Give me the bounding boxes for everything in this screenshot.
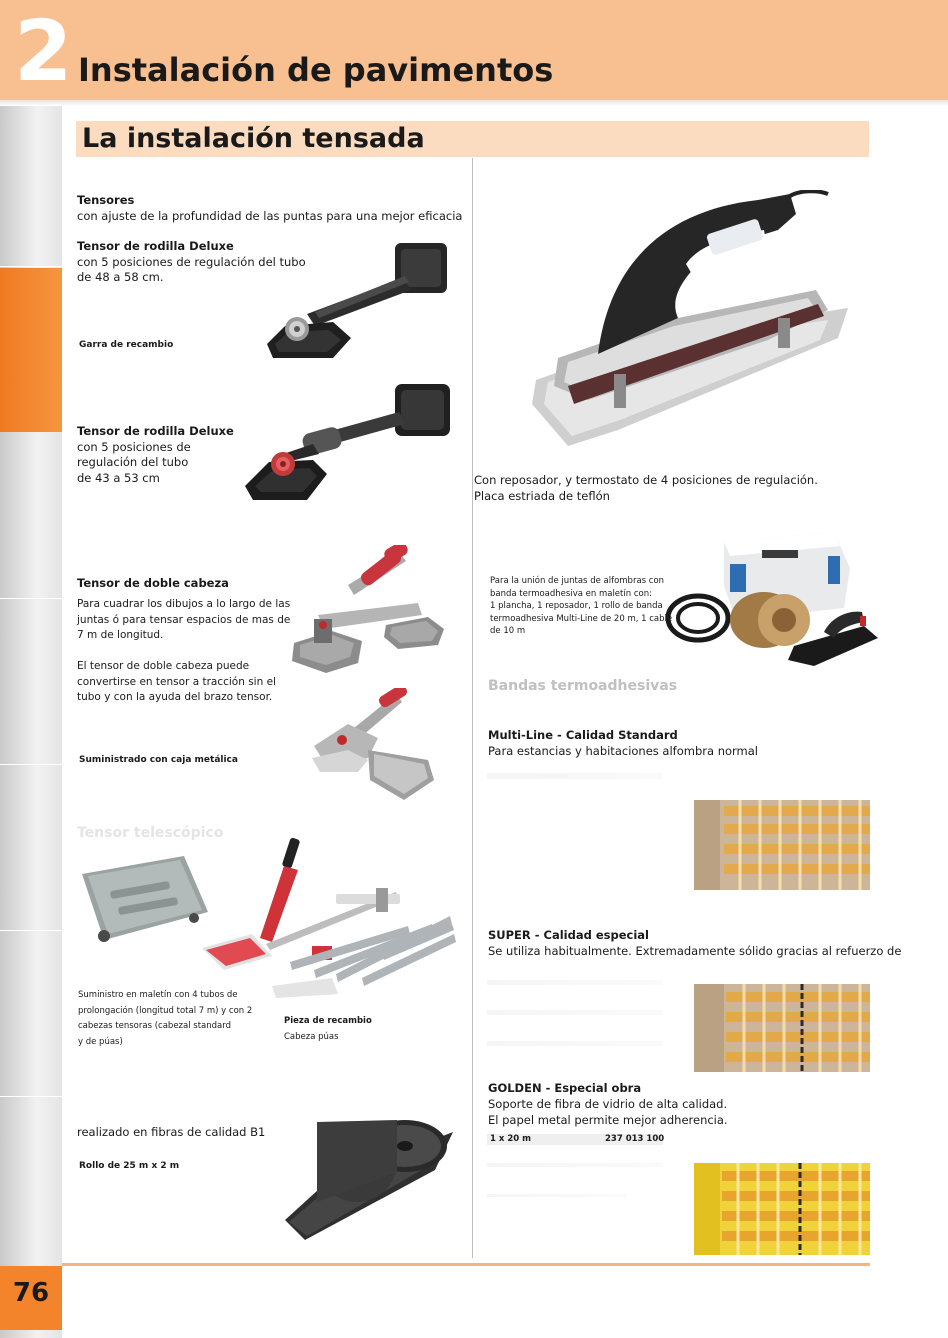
double-head-line: juntas ó para tensar espacios de mas de — [77, 614, 291, 626]
telescopic-line: cabezas tensoras (cabezal standard — [78, 1021, 231, 1031]
double-head-line: tubo y con la ayuda del brazo tensor. — [77, 691, 273, 703]
double-head-line: 7 m de longitud. — [77, 629, 164, 641]
multiline-description: Para estancias y habitaciones alfombra normal — [488, 744, 758, 758]
seaming-kit-image — [664, 528, 880, 674]
column-divider — [472, 158, 473, 1258]
super-description: Se utiliza habitualmente. Extremadamente sólido gracias al refuerzo de — [488, 944, 902, 958]
double-head-line: convertirse en tensor a tracción sin el — [77, 676, 276, 688]
knee-kicker-1-image — [255, 238, 455, 373]
multiline-title: Multi-Line - Calidad Standard — [488, 728, 678, 742]
chapter-number: 2 — [14, 2, 73, 100]
double-head-line: Para cuadrar los dibujos a lo largo de las — [77, 598, 291, 610]
kit-line: de 10 m — [490, 626, 526, 636]
underlay-line: realizado en fibras de calidad B1 — [77, 1125, 266, 1139]
super-tape-image — [694, 984, 870, 1072]
telescopic-line: y de púas) — [78, 1037, 123, 1047]
super-title: SUPER - Calidad especial — [488, 928, 649, 942]
header-shadow — [0, 100, 948, 106]
golden-title: GOLDEN - Especial obra — [488, 1081, 642, 1095]
double-head-line: El tensor de doble cabeza puede — [77, 660, 250, 672]
margin-divider — [0, 266, 62, 267]
golden-line: Soporte de fibra de vidrio de alta calidad. — [488, 1097, 728, 1111]
margin-divider — [0, 930, 62, 931]
knee-kicker-1-line: con 5 posiciones de regulación del tubo — [77, 255, 306, 269]
super-order-row — [487, 1041, 663, 1046]
telescopic-case-image — [74, 852, 214, 947]
telescopic-line: Suministro en maletín con 4 tubos de — [78, 990, 238, 1000]
kit-line: 1 plancha, 1 reposador, 1 rollo de banda — [490, 601, 663, 611]
tensores-title: Tensores — [77, 193, 135, 207]
super-order-row — [487, 1010, 663, 1015]
kit-line: banda termoadhesiva en maletín con: — [490, 589, 652, 599]
chapter-tab — [0, 268, 62, 432]
golden-order-code: 237 013 100 — [605, 1134, 665, 1144]
multiline-tape-image — [694, 800, 870, 890]
page-number: 76 — [12, 1278, 50, 1308]
kit-line: termoadhesiva Multi-Line de 20 m, 1 cable — [490, 614, 673, 624]
knee-kicker-2-title: Tensor de rodilla Deluxe — [77, 424, 234, 438]
double-head-case-image — [308, 688, 438, 803]
margin-divider — [0, 764, 62, 765]
knee-kicker-1-spare: Garra de recambio — [79, 340, 174, 350]
telescopic-stretcher-image — [196, 838, 458, 998]
double-head-stretcher-image — [288, 545, 448, 695]
super-order-row — [487, 980, 663, 985]
knee-kicker-2-line: regulación del tubo — [77, 455, 189, 469]
margin-divider — [0, 1096, 62, 1097]
tensores-description: con ajuste de la profundidad de las puntas para una mejor eficacia — [77, 209, 463, 223]
telescopic-spare-text: Cabeza púas — [284, 1032, 339, 1042]
double-head-supplied: Suministrado con caja metálica — [79, 755, 238, 765]
double-head-title: Tensor de doble cabeza — [77, 576, 229, 590]
telescopic-title: Tensor telescópico — [77, 825, 224, 841]
golden-order-row — [487, 1194, 627, 1197]
telescopic-spare-title: Pieza de recambio — [284, 1016, 372, 1026]
kit-line: Para la unión de juntas de alfombras con — [490, 576, 665, 586]
iron-ghost-heading — [487, 457, 492, 472]
bands-heading: Bandas termoadhesivas — [488, 678, 678, 694]
golden-order-row — [487, 1163, 663, 1167]
telescopic-line: prolongación (longitud total 7 m) y con 2 — [78, 1006, 253, 1016]
multiline-order-row — [487, 773, 663, 779]
knee-kicker-2-line: de 43 a 53 cm — [77, 471, 160, 485]
golden-line: El papel metal permite mejor adherencia. — [488, 1113, 728, 1127]
underlay-roll: Rollo de 25 m x 2 m — [79, 1161, 180, 1171]
knee-kicker-1-title: Tensor de rodilla Deluxe — [77, 239, 234, 253]
seaming-iron-image — [528, 190, 848, 450]
iron-description: Placa estriada de teflón — [474, 489, 610, 503]
golden-tape-image — [694, 1163, 870, 1255]
chapter-title: Instalación de pavimentos — [78, 51, 554, 89]
knee-kicker-1-line: de 48 a 58 cm. — [77, 270, 164, 284]
section-title: La instalación tensada — [82, 123, 425, 154]
footer-rule — [62, 1263, 870, 1266]
iron-description: Con reposador, y termostato de 4 posiciones de regulación. — [474, 473, 818, 487]
underlay-roll-image — [285, 1118, 457, 1244]
margin-divider — [0, 598, 62, 599]
knee-kicker-2-image — [243, 382, 455, 512]
golden-order-size: 1 x 20 m — [490, 1134, 531, 1144]
knee-kicker-2-line: con 5 posiciones de — [77, 440, 191, 454]
